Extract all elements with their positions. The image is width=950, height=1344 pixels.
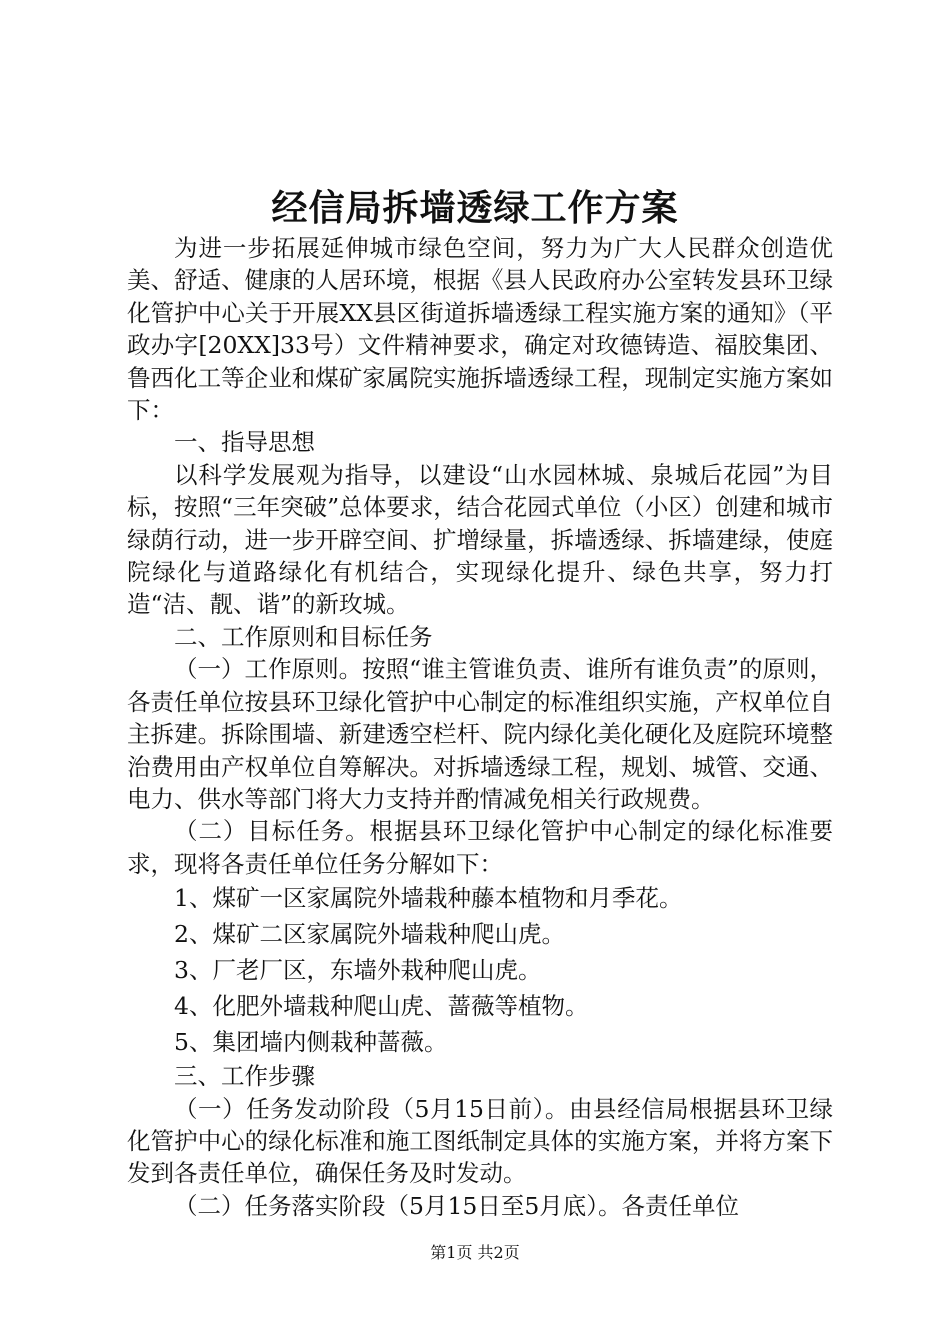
- document-title: 经信局拆墙透绿工作方案: [271, 187, 679, 229]
- intro-paragraph: 为进一步拓展延伸城市绿色空间，努力为广大人民群众创造优美、舒适、健康的人居环境，根据《县人民政府办公室转发县环卫绿化管护中心关于开展XX县区街道拆墙透绿工程实施方案的通知》（平政办字[20XX]33号）文件精神要求，确定对玫德铸造、福胶集团、鲁西化工等企业和煤矿家属院实施拆墙透绿工程，现制定实施方案如下：: [127, 234, 833, 425]
- task-list-item: 5、集团墙内侧栽种蔷薇。: [174, 1028, 448, 1057]
- task-list-item: 3、厂老厂区，东墙外栽种爬山虎。: [174, 956, 542, 985]
- section-heading-principles-and-goals: 二、工作原则和目标任务: [174, 622, 433, 651]
- target-tasks-paragraph: （二）目标任务。根据县环卫绿化管护中心制定的绿化标准要求，现将各责任单位任务分解如下：: [127, 817, 833, 878]
- document-body: [127, 232, 833, 1222]
- task-list-item: 2、煤矿二区家属院外墙栽种爬山虎。: [174, 920, 565, 949]
- mobilization-stage-paragraph: （一）任务发动阶段（5月15日前）。由县经信局根据县环卫绿化管护中心的绿化标准和施工图纸制定具体的实施方案，并将方案下发到各责任单位，确保任务及时发动。: [127, 1094, 833, 1188]
- guiding-ideology-paragraph: 以科学发展观为指导，以建设“山水园林城、泉城后花园”为目标，按照“三年突破”总体要求，结合花园式单位（小区）创建和城市绿荫行动，进一步开辟空间、扩增绿量，拆墙透绿、拆墙建绿，使庭院绿化与道路绿化有机结合，实现绿化提升、绿色共享，努力打造“洁、靓、谐”的新玫城。: [127, 460, 833, 619]
- page-footer: 第1页 共2页: [430, 1243, 520, 1262]
- work-principles-paragraph: （一）工作原则。按照“谁主管谁负责、谁所有谁负责”的原则，各责任单位按县环卫绿化管护中心制定的标准组织实施，产权单位自主拆建。拆除围墙、新建透空栏杆、院内绿化美化硬化及庭院环境整治费用由产权单位自筹解决。对拆墙透绿工程，规划、城管、交通、电力、供水等部门将大力支持并酌情减免相关行政规费。: [127, 655, 833, 813]
- task-list-item: 1、煤矿一区家属院外墙栽种藤本植物和月季花。: [174, 884, 683, 913]
- section-heading-guiding-ideology: 一、指导思想: [174, 428, 315, 457]
- implementation-stage-paragraph: （二）任务落实阶段（5月15日至5月底）。各责任单位: [174, 1191, 740, 1220]
- task-list-item: 4、化肥外墙栽种爬山虎、蔷薇等植物。: [174, 992, 589, 1021]
- section-heading-work-steps: 三、工作步骤: [174, 1062, 315, 1091]
